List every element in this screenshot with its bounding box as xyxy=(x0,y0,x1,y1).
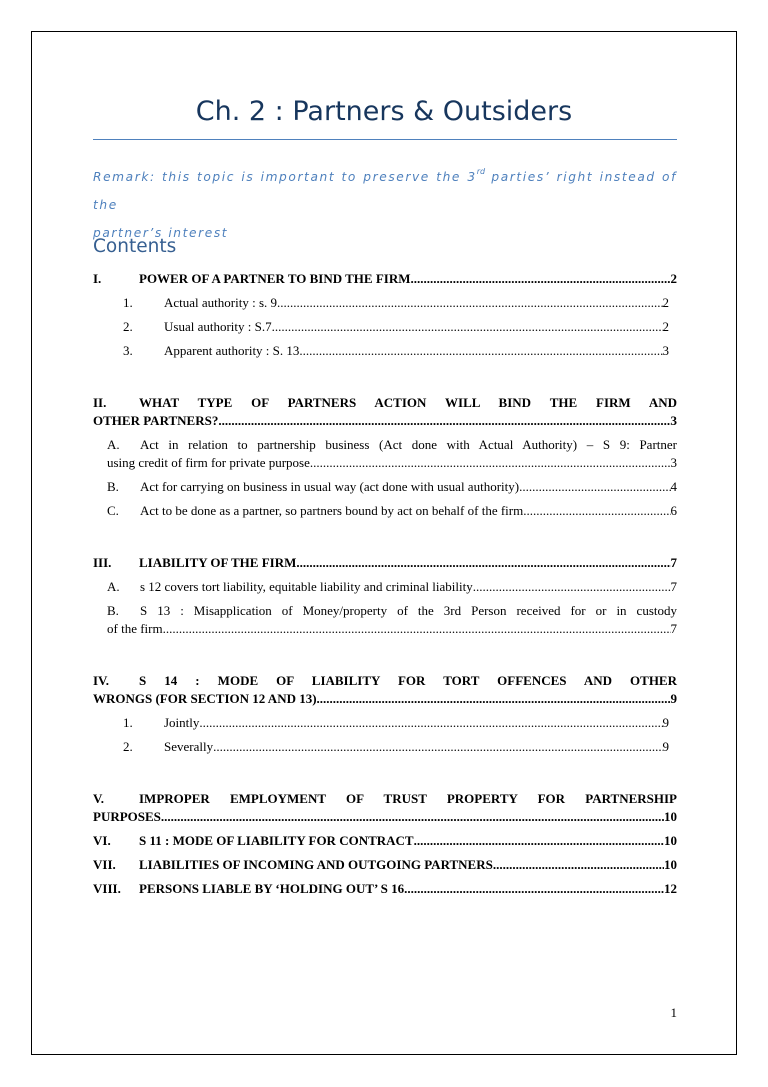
toc-entry-label: Act for carrying on business in usual way (act done with usual authority) xyxy=(140,479,520,494)
toc-entry-label-continued: PURPOSES xyxy=(93,809,161,824)
toc-entry-actual-authority[interactable]: 1. Actual authority : s. 9 ..... 2 xyxy=(93,294,677,312)
dot-leader xyxy=(218,412,670,430)
toc-entry-label-continued: OTHER PARTNERS? xyxy=(93,413,219,428)
toc-page-number: 9 xyxy=(662,739,669,754)
toc-entry-label: Apparent authority : S. 13 xyxy=(164,343,300,358)
toc-entry-section-iv[interactable]: IV. S 14 : MODE OF LIABILITY FOR TORT OFFENCES AND OTHER WRONGS (FOR SECTION 12 AND 13) ..... 9 xyxy=(93,672,677,708)
toc-entry-section-ii[interactable]: II. WHAT TYPE OF PARTNERS ACTION WILL BIND THE FIRM AND OTHER PARTNERS? ..... 3 xyxy=(93,394,677,430)
remark-paragraph xyxy=(93,158,677,247)
dot-leader xyxy=(299,342,662,360)
dot-leader xyxy=(404,880,664,898)
toc-page-number: 9 xyxy=(662,715,669,730)
dot-leader xyxy=(523,502,670,520)
toc-page-number: 12 xyxy=(664,881,677,896)
toc-entry-label: LIABILITIES OF INCOMING AND OUTGOING PARTNERS xyxy=(139,857,493,872)
toc-entry-usual-way[interactable]: B. Act for carrying on business in usual way (act done with usual authority) ..... 4 xyxy=(93,478,677,496)
toc-entry-label: IMPROPER EMPLOYMENT OF TRUST PROPERTY FOR PARTNERSHIP xyxy=(139,791,677,806)
toc-entry-label: Jointly xyxy=(164,715,200,730)
toc-page-number: 7 xyxy=(670,579,677,594)
toc-entry-label: Actual authority : s. 9 xyxy=(164,295,278,310)
toc-entry-section-vii[interactable]: VII. LIABILITIES OF INCOMING AND OUTGOING PARTNERS ..... 10 xyxy=(93,856,677,874)
toc-entry-label: S 14 : MODE OF LIABILITY FOR TORT OFFENCES AND OTHER xyxy=(139,673,677,688)
dot-leader xyxy=(166,620,671,638)
toc-entry-label: PERSONS LIABLE BY ‘HOLDING OUT’ S 16 xyxy=(139,881,405,896)
toc-entry-section-i[interactable]: I. POWER OF A PARTNER TO BIND THE FIRM ..... 2 xyxy=(93,270,677,288)
toc-entry-label-continued: of the firm. xyxy=(107,621,166,636)
remark-superscript: rd xyxy=(476,167,486,176)
toc-entry-act-in-relation[interactable]: A. Act in relation to partnership business (Act done with Actual Authority) – S 9: Partner using credit of firm for private purpose ..... 3 xyxy=(93,436,677,472)
toc-page-number: 9 xyxy=(670,691,677,706)
toc-page-number: 6 xyxy=(670,503,677,518)
toc-entry-label: POWER OF A PARTNER TO BIND THE FIRM xyxy=(139,271,411,286)
toc-entry-label-continued: WRONGS (FOR SECTION 12 AND 13) xyxy=(93,691,317,706)
toc-entry-label: Act to be done as a partner, so partners bound by act on behalf of the firm xyxy=(140,503,524,518)
toc-entry-label: LIABILITY OF THE FIRM xyxy=(139,555,297,570)
dot-leader xyxy=(213,738,662,756)
toc-page-number: 2 xyxy=(670,271,677,286)
toc-page-number: 3 xyxy=(670,455,677,470)
contents-heading: Contents xyxy=(93,236,177,257)
toc-page-number: 10 xyxy=(664,809,677,824)
toc-entry-label: Usual authority : S.7 xyxy=(164,319,272,334)
remark-line-1: Remark: this topic is important to preserve the 3rd parties’ right instead of the xyxy=(93,167,677,212)
toc-page-number: 2 xyxy=(662,295,669,310)
toc-entry-section-iii[interactable]: III. LIABILITY OF THE FIRM ..... 7 xyxy=(93,554,677,572)
dot-leader xyxy=(411,270,671,288)
toc-entry-severally[interactable]: 2. Severally ..... 9 xyxy=(93,738,677,756)
dot-leader xyxy=(473,578,671,596)
toc-page-number: 2 xyxy=(662,319,669,334)
toc-entry-apparent-authority[interactable]: 3. Apparent authority : S. 13 ..... 3 xyxy=(93,342,677,360)
table-of-contents xyxy=(93,262,677,898)
toc-entry-usual-authority[interactable]: 2. Usual authority : S.7 ..... 2 xyxy=(93,318,677,336)
toc-page-number: 10 xyxy=(664,857,677,872)
dot-leader xyxy=(296,554,670,572)
toc-entry-section-viii[interactable]: VIII. PERSONS LIABLE BY ‘HOLDING OUT’ S 16 ..... 12 xyxy=(93,880,677,898)
dot-leader xyxy=(310,454,671,472)
toc-page-number: 7 xyxy=(670,621,677,636)
dot-leader xyxy=(519,478,670,496)
toc-entry-label: Severally xyxy=(164,739,214,754)
toc-page-number: 4 xyxy=(670,479,677,494)
toc-page-number: 10 xyxy=(664,833,677,848)
toc-entry-label: S 13 : Misapplication of Money/property of the 3rd Person received for or in custody xyxy=(140,603,677,618)
toc-page-number: 3 xyxy=(662,343,669,358)
toc-page-number: 7 xyxy=(670,555,677,570)
toc-entry-label: S 11 : MODE OF LIABILITY FOR CONTRACT xyxy=(139,833,414,848)
toc-entry-label-continued: using credit of firm for private purpose xyxy=(107,455,310,470)
toc-page-number: 3 xyxy=(670,413,677,428)
toc-entry-label: WHAT TYPE OF PARTNERS ACTION WILL BIND THE FIRM AND xyxy=(139,395,677,410)
dot-leader xyxy=(161,808,664,826)
toc-entry-jointly[interactable]: 1. Jointly ..... 9 xyxy=(93,714,677,732)
toc-entry-as-a-partner[interactable]: C. Act to be done as a partner, so partners bound by act on behalf of the firm ..... 6 xyxy=(93,502,677,520)
page-number: 1 xyxy=(670,1005,677,1020)
toc-entry-section-vi[interactable]: VI. S 11 : MODE OF LIABILITY FOR CONTRACT ..... 10 xyxy=(93,832,677,850)
dot-leader xyxy=(317,690,671,708)
dot-leader xyxy=(272,318,663,336)
dot-leader xyxy=(493,856,664,874)
toc-entry-tort-liability[interactable]: A. s 12 covers tort liability, equitable liability and criminal liability ..... 7 xyxy=(93,578,677,596)
page-title: Ch. 2 : Partners & Outsiders xyxy=(195,96,573,127)
dot-leader xyxy=(277,294,662,312)
dot-leader xyxy=(199,714,662,732)
title-underline xyxy=(93,139,677,140)
toc-entry-section-v[interactable]: V. IMPROPER EMPLOYMENT OF TRUST PROPERTY FOR PARTNERSHIP PURPOSES ..... 10 xyxy=(93,790,677,826)
remark-line-2: partner’s interest xyxy=(93,226,229,240)
toc-entry-label: s 12 covers tort liability, equitable liability and criminal liability xyxy=(140,579,473,594)
toc-entry-label: Act in relation to partnership business (Act done with Actual Authority) – S 9: Partner xyxy=(140,437,677,452)
dot-leader xyxy=(414,832,664,850)
toc-entry-misapplication[interactable]: B. S 13 : Misapplication of Money/property of the 3rd Person received for or in custody of the firm. ..... 7 xyxy=(93,602,677,638)
